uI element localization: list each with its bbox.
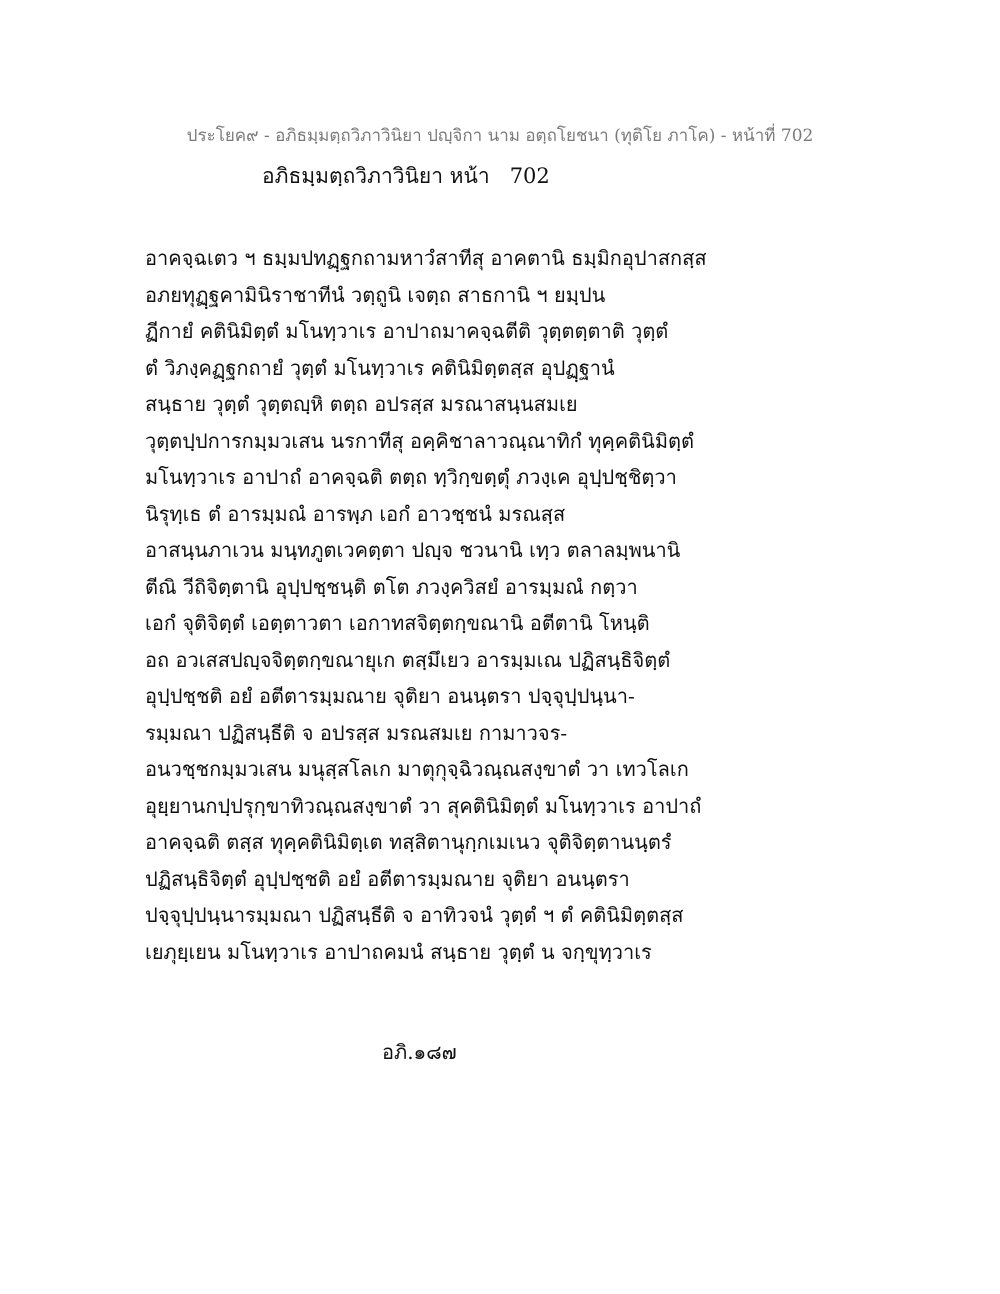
body-line: อุยฺยานกปฺปรุกฺขาทิวณฺณสงฺขาตํ วา สุคตินิมิตฺตํ มโนทฺวาเร อาปาถํ (145, 793, 702, 818)
body-line: ปฏิสนฺธิจิตฺตํ อุปฺปชฺชติ อยํ อตีตารมฺมณาย จุติยา อนนฺตรา (145, 866, 630, 891)
subheader-title: อภิธมฺมตฺถวิภาวินิยา หน้า (262, 164, 490, 188)
running-title: ประโยค๙ - อภิธมฺมตฺถวิภาวินิยา ปญฺจิกา นาม อตฺถโยชนา (ทุติโย ภาโค) - หน้าที่ 702 (186, 126, 814, 146)
body-line: อาคจฺฉเตว ฯ ธมฺมปทฏฺฐกถามหาวํสาทีสุ อาคตานิ ธมฺมิกอุปาสกสฺส (145, 246, 707, 270)
body-line: ตํ วิภงฺคฏฺฐกถายํ วุตฺตํ มโนทฺวาเร คตินิมิตฺตสฺส อุปฏฺฐานํ (145, 355, 615, 380)
body-line: วุตฺตปฺปการกมฺมวเสน นรกาทีสุ อคฺคิชาลาวณฺณาทิกํ ทุคฺคตินิมิตฺตํ (145, 428, 695, 453)
body-line: มโนทฺวาเร อาปาถํ อาคจฺฉติ ตตฺถ ทฺวิกฺขตฺตุํ ภวงฺเค อุปฺปชฺชิตฺวา (145, 465, 677, 489)
subheader-page-number: 702 (509, 164, 550, 188)
body-line: อุปฺปชฺชติ อยํ อตีตารมฺมณาย จุติยา อนนฺตรา ปจฺจุปฺปนฺนา- (145, 684, 635, 708)
body-line: อนวชฺชกมฺมวเสน มนุสฺสโลเก มาตุกุจฺฉิวณฺณสงฺขาตํ วา เทวโลเก (145, 757, 689, 781)
running-header (0, 122, 1000, 149)
body-text (145, 240, 945, 970)
body-line: ปจฺจุปฺปนฺนารมฺมณา ปฏิสนฺธีติ จ อาทิวจนํ วุตฺตํ ฯ ตํ คตินิมิตฺตสฺส (145, 903, 684, 927)
body-line: นิรุทฺเธ ตํ อารมฺมณํ อารพฺภ เอกํ อาวชฺชนํ มรณสฺส (145, 501, 566, 526)
body-line: ตีณิ วีถิจิตฺตานิ อุปฺปชฺชนฺติ ตโต ภวงฺควิสยํ อารมฺมณํ กตฺวา (145, 574, 638, 599)
page-subheader (262, 160, 550, 193)
body-line: อาคจฺฉติ ตสฺส ทุคฺคตินิมิตฺเต ทสฺสิตานุกฺกเมเนว จุติจิตฺตานนฺตรํ (145, 830, 672, 854)
body-line: สนฺธาย วุตฺตํ วุตฺตญฺหิ ตตฺถ อปรสฺส มรณาสนฺนสมเย (145, 392, 578, 416)
body-line: อาสนฺนภาเวน มนฺทภูตเวคตฺตา ปญฺจ ชวนานิ เทฺว ตลาลมฺพนานิ (145, 538, 681, 562)
body-line: เอกํ จุติจิตฺตํ เอตฺตาวตา เอกาทสจิตฺตกฺขณานิ อตีตานิ โหนฺติ (145, 611, 650, 635)
page-footer-marker: อภิ.๑๘๗ (382, 1040, 457, 1064)
body-line: อภยทุฏฺฐคามินิราชาทีนํ วตฺถูนิ เจตฺถ สาธกานิ ฯ ยมฺปน (145, 282, 606, 307)
body-line: เยภุยฺเยน มโนทฺวาเร อาปาถคมนํ สนฺธาย วุตฺตํ น จกฺขุทฺวาเร (145, 939, 652, 964)
body-line: รมฺมณา ปฏิสนฺธีติ จ อปรสฺส มรณสมเย กามาวจร- (145, 720, 568, 745)
body-line: อถ อวเสสปญฺจจิตฺตกฺขณายุเก ตสฺมึเยว อารมฺมเณ ปฏิสนฺธิจิตฺตํ (145, 647, 671, 672)
body-line: ฏีกายํ คตินิมิตฺตํ มโนทฺวาเร อาปาถมาคจฺฉตีติ วุตฺตตฺตาติ วุตฺตํ (145, 319, 669, 343)
